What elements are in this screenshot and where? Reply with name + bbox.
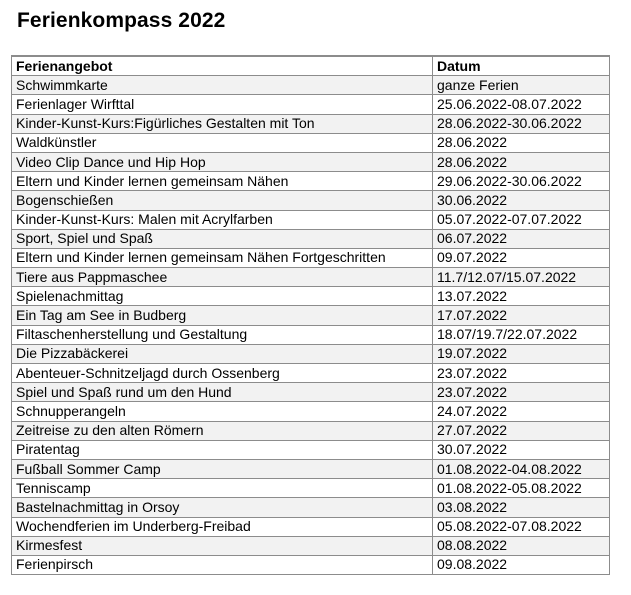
offer-cell: Zeitreise zu den alten Römern <box>12 421 433 440</box>
table-row <box>12 459 610 478</box>
date-cell: 28.06.2022-30.06.2022 <box>433 114 610 133</box>
date-cell: 09.07.2022 <box>433 248 610 267</box>
table-row <box>12 440 610 459</box>
date-cell: 09.08.2022 <box>433 555 610 574</box>
date-cell: 28.06.2022 <box>433 133 610 152</box>
table-row <box>12 210 610 229</box>
offer-cell: Ferienlager Wirfttal <box>12 95 433 114</box>
table-header-row <box>12 56 610 76</box>
page-title: Ferienkompass 2022 <box>17 9 226 32</box>
date-cell: 23.07.2022 <box>433 364 610 383</box>
offer-cell: Kinder-Kunst-Kurs:Figürliches Gestalten mit Ton <box>12 114 433 133</box>
column-header-date: Datum <box>433 56 610 76</box>
offer-cell: Eltern und Kinder lernen gemeinsam Nähen Fortgeschritten <box>12 248 433 267</box>
date-cell: 17.07.2022 <box>433 306 610 325</box>
offer-cell: Spiel und Spaß rund um den Hund <box>12 383 433 402</box>
offer-cell: Tenniscamp <box>12 479 433 498</box>
table-row <box>12 229 610 248</box>
offer-cell: Eltern und Kinder lernen gemeinsam Nähen <box>12 172 433 191</box>
offer-cell: Ferienpirsch <box>12 555 433 574</box>
offer-cell: Schnupperangeln <box>12 402 433 421</box>
table-row <box>12 306 610 325</box>
date-cell: 13.07.2022 <box>433 287 610 306</box>
table-row <box>12 383 610 402</box>
table-row <box>12 133 610 152</box>
date-cell: 29.06.2022-30.06.2022 <box>433 172 610 191</box>
holiday-program-table <box>11 55 610 575</box>
table-row <box>12 364 610 383</box>
date-cell: 23.07.2022 <box>433 383 610 402</box>
table-body <box>12 76 610 575</box>
date-cell: 08.08.2022 <box>433 536 610 555</box>
table-row <box>12 191 610 210</box>
date-cell: 28.06.2022 <box>433 152 610 171</box>
table-row <box>12 402 610 421</box>
date-cell: 03.08.2022 <box>433 498 610 517</box>
offer-cell: Abenteuer-Schnitzeljagd durch Ossenberg <box>12 364 433 383</box>
table-row <box>12 421 610 440</box>
offer-cell: Ein Tag am See in Budberg <box>12 306 433 325</box>
offer-cell: Wochendferien im Underberg-Freibad <box>12 517 433 536</box>
date-cell: 01.08.2022-04.08.2022 <box>433 459 610 478</box>
table-row <box>12 479 610 498</box>
table-row <box>12 287 610 306</box>
offer-cell: Sport, Spiel und Spaß <box>12 229 433 248</box>
date-cell: 05.07.2022-07.07.2022 <box>433 210 610 229</box>
offer-cell: Die Pizzabäckerei <box>12 344 433 363</box>
date-cell: 06.07.2022 <box>433 229 610 248</box>
offer-cell: Filtaschenherstellung und Gestaltung <box>12 325 433 344</box>
table-row <box>12 555 610 574</box>
offer-cell: Bastelnachmittag in Orsoy <box>12 498 433 517</box>
column-header-offer: Ferienangebot <box>12 56 433 76</box>
date-cell: 24.07.2022 <box>433 402 610 421</box>
date-cell: 27.07.2022 <box>433 421 610 440</box>
date-cell: 19.07.2022 <box>433 344 610 363</box>
table-row <box>12 95 610 114</box>
date-cell: 01.08.2022-05.08.2022 <box>433 479 610 498</box>
table-row <box>12 172 610 191</box>
offer-cell: Kinder-Kunst-Kurs: Malen mit Acrylfarben <box>12 210 433 229</box>
date-cell: 11.7/12.07/15.07.2022 <box>433 268 610 287</box>
table-row <box>12 325 610 344</box>
date-cell: ganze Ferien <box>433 76 610 95</box>
date-cell: 25.06.2022-08.07.2022 <box>433 95 610 114</box>
offer-cell: Schwimmkarte <box>12 76 433 95</box>
offer-cell: Spielenachmittag <box>12 287 433 306</box>
offer-cell: Fußball Sommer Camp <box>12 459 433 478</box>
table-row <box>12 114 610 133</box>
offer-cell: Waldkünstler <box>12 133 433 152</box>
table-row <box>12 536 610 555</box>
offer-cell: Piratentag <box>12 440 433 459</box>
date-cell: 30.07.2022 <box>433 440 610 459</box>
date-cell: 30.06.2022 <box>433 191 610 210</box>
date-cell: 05.08.2022-07.08.2022 <box>433 517 610 536</box>
table-row <box>12 248 610 267</box>
offer-cell: Kirmesfest <box>12 536 433 555</box>
table-row <box>12 76 610 95</box>
date-cell: 18.07/19.7/22.07.2022 <box>433 325 610 344</box>
offer-cell: Tiere aus Pappmaschee <box>12 268 433 287</box>
table-row <box>12 152 610 171</box>
offer-cell: Bogenschießen <box>12 191 433 210</box>
table-row <box>12 344 610 363</box>
offer-cell: Video Clip Dance und Hip Hop <box>12 152 433 171</box>
table-row <box>12 268 610 287</box>
table-row <box>12 498 610 517</box>
table-row <box>12 517 610 536</box>
